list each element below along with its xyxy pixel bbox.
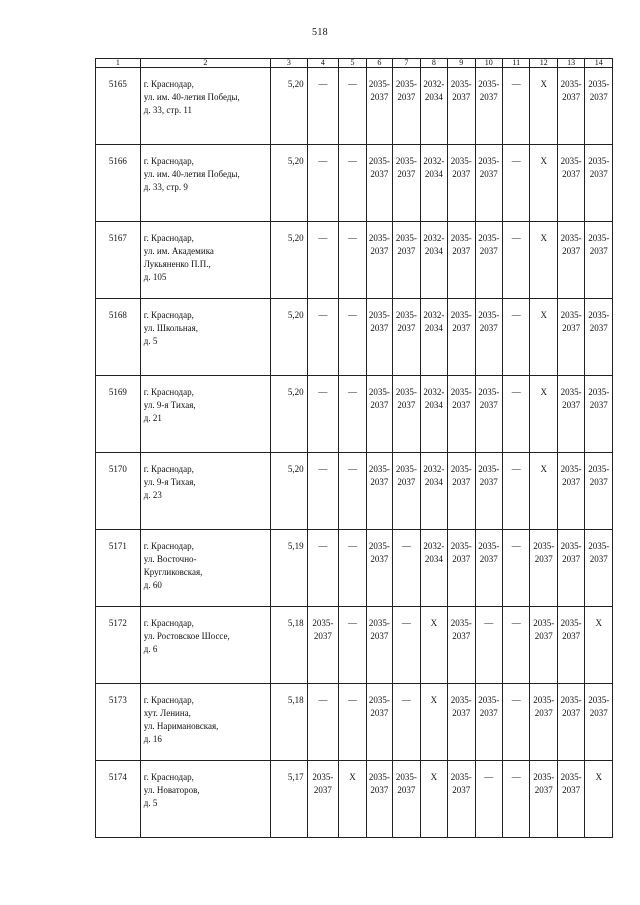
year-cell-col-10: 2035-2037 bbox=[475, 299, 502, 376]
year-cell-col-5: X bbox=[339, 761, 366, 838]
column-header-12: 12 bbox=[530, 59, 557, 68]
year-cell-col-8: X bbox=[420, 761, 447, 838]
year-cell-col-14: 2035-2037 bbox=[585, 530, 613, 607]
year-cell-col-9: 2035-2037 bbox=[448, 299, 475, 376]
year-cell-col-12: X bbox=[530, 453, 557, 530]
year-cell-col-14: X bbox=[585, 607, 613, 684]
table-row bbox=[96, 299, 613, 376]
year-cell-col-7: 2035-2037 bbox=[393, 222, 420, 299]
table-row bbox=[96, 607, 613, 684]
address-line: г. Краснодар, bbox=[143, 156, 194, 166]
address-line: г. Краснодар, bbox=[143, 772, 194, 782]
year-cell-col-9: 2035-2037 bbox=[448, 68, 475, 145]
address-line: д. 21 bbox=[143, 413, 162, 423]
year-cell-col-14: 2035-2037 bbox=[585, 68, 613, 145]
address-line: д. 6 bbox=[143, 644, 158, 654]
year-cell-col-7: 2035-2037 bbox=[393, 299, 420, 376]
address-line: д. 60 bbox=[143, 580, 162, 590]
year-cell-col-9: 2035-2037 bbox=[448, 376, 475, 453]
year-cell-col-10: 2035-2037 bbox=[475, 222, 502, 299]
year-cell-col-8: 2032-2034 bbox=[420, 299, 447, 376]
year-cell-col-8: 2032-2034 bbox=[420, 145, 447, 222]
value-cell: 5,19 bbox=[271, 530, 308, 607]
year-cell-col-12: X bbox=[530, 376, 557, 453]
row-number: 5168 bbox=[96, 299, 141, 376]
address-cell bbox=[140, 761, 270, 838]
address-line: ул. им. 40-летия Победы, bbox=[143, 169, 240, 179]
address-line: Лукьяненко П.П., bbox=[143, 259, 211, 269]
column-header-8: 8 bbox=[420, 59, 447, 68]
table-header bbox=[96, 59, 613, 68]
year-cell-col-10: 2035-2037 bbox=[475, 530, 502, 607]
year-cell-col-9: 2035-2037 bbox=[448, 684, 475, 761]
table-body bbox=[96, 68, 613, 838]
year-cell-col-6: 2035-2037 bbox=[366, 376, 392, 453]
address-line: г. Краснодар, bbox=[143, 233, 194, 243]
year-cell-col-9: 2035-2037 bbox=[448, 453, 475, 530]
value-cell: 5,20 bbox=[271, 376, 308, 453]
year-cell-col-12: 2035-2037 bbox=[530, 684, 557, 761]
year-cell-col-6: 2035-2037 bbox=[366, 453, 392, 530]
year-cell-col-4: — bbox=[307, 299, 339, 376]
address-cell bbox=[140, 68, 270, 145]
year-cell-col-5: — bbox=[339, 222, 366, 299]
year-cell-col-11: — bbox=[503, 607, 530, 684]
row-number: 5173 bbox=[96, 684, 141, 761]
year-cell-col-12: 2035-2037 bbox=[530, 530, 557, 607]
column-header-1: 1 bbox=[96, 59, 141, 68]
address-line: д. 5 bbox=[143, 336, 158, 346]
table-row bbox=[96, 68, 613, 145]
year-cell-col-10: 2035-2037 bbox=[475, 145, 502, 222]
value-cell: 5,18 bbox=[271, 607, 308, 684]
column-header-2: 2 bbox=[140, 59, 270, 68]
year-cell-col-13: 2035-2037 bbox=[557, 684, 584, 761]
year-cell-col-11: — bbox=[503, 761, 530, 838]
year-cell-col-12: X bbox=[530, 145, 557, 222]
address-line: д. 105 bbox=[143, 272, 167, 282]
address-cell bbox=[140, 684, 270, 761]
value-cell: 5,20 bbox=[271, 222, 308, 299]
address-cell bbox=[140, 299, 270, 376]
year-cell-col-5: — bbox=[339, 453, 366, 530]
column-header-6: 6 bbox=[366, 59, 392, 68]
year-cell-col-13: 2035-2037 bbox=[557, 761, 584, 838]
year-cell-col-4: 2035-2037 bbox=[307, 761, 339, 838]
year-cell-col-6: 2035-2037 bbox=[366, 530, 392, 607]
year-cell-col-10: — bbox=[475, 761, 502, 838]
year-cell-col-14: 2035-2037 bbox=[585, 376, 613, 453]
year-cell-col-14: 2035-2037 bbox=[585, 145, 613, 222]
year-cell-col-12: X bbox=[530, 68, 557, 145]
year-cell-col-12: X bbox=[530, 299, 557, 376]
address-cell bbox=[140, 145, 270, 222]
year-cell-col-4: — bbox=[307, 145, 339, 222]
value-cell: 5,17 bbox=[271, 761, 308, 838]
year-cell-col-9: 2035-2037 bbox=[448, 761, 475, 838]
value-cell: 5,20 bbox=[271, 68, 308, 145]
column-header-4: 4 bbox=[307, 59, 339, 68]
year-cell-col-12: 2035-2037 bbox=[530, 761, 557, 838]
year-cell-col-5: — bbox=[339, 376, 366, 453]
year-cell-col-13: 2035-2037 bbox=[557, 453, 584, 530]
year-cell-col-13: 2035-2037 bbox=[557, 68, 584, 145]
year-cell-col-13: 2035-2037 bbox=[557, 607, 584, 684]
year-cell-col-11: — bbox=[503, 68, 530, 145]
address-line: ул. Наримановская, bbox=[143, 721, 219, 731]
year-cell-col-4: 2035-2037 bbox=[307, 607, 339, 684]
year-cell-col-14: X bbox=[585, 761, 613, 838]
header-row bbox=[96, 59, 613, 68]
address-cell bbox=[140, 376, 270, 453]
year-cell-col-7: — bbox=[393, 684, 420, 761]
year-cell-col-6: 2035-2037 bbox=[366, 299, 392, 376]
year-cell-col-4: — bbox=[307, 222, 339, 299]
year-cell-col-7: 2035-2037 bbox=[393, 68, 420, 145]
address-line: д. 33, стр. 11 bbox=[143, 105, 193, 115]
year-cell-col-11: — bbox=[503, 530, 530, 607]
year-cell-col-13: 2035-2037 bbox=[557, 222, 584, 299]
year-cell-col-11: — bbox=[503, 222, 530, 299]
year-cell-col-12: X bbox=[530, 222, 557, 299]
table-row bbox=[96, 376, 613, 453]
column-header-11: 11 bbox=[503, 59, 530, 68]
column-header-3: 3 bbox=[271, 59, 308, 68]
row-number: 5170 bbox=[96, 453, 141, 530]
row-number: 5166 bbox=[96, 145, 141, 222]
address-line: ул. Ростовское Шоссе, bbox=[143, 631, 230, 641]
year-cell-col-10: 2035-2037 bbox=[475, 68, 502, 145]
row-number: 5167 bbox=[96, 222, 141, 299]
year-cell-col-9: 2035-2037 bbox=[448, 222, 475, 299]
year-cell-col-14: 2035-2037 bbox=[585, 453, 613, 530]
page-number: 518 bbox=[312, 27, 328, 38]
year-cell-col-11: — bbox=[503, 145, 530, 222]
year-cell-col-14: 2035-2037 bbox=[585, 299, 613, 376]
year-cell-col-5: — bbox=[339, 607, 366, 684]
row-number: 5171 bbox=[96, 530, 141, 607]
year-cell-col-13: 2035-2037 bbox=[557, 299, 584, 376]
address-cell bbox=[140, 607, 270, 684]
address-line: хут. Ленина, bbox=[143, 708, 191, 718]
year-cell-col-5: — bbox=[339, 68, 366, 145]
address-line: г. Краснодар, bbox=[143, 79, 194, 89]
year-cell-col-4: — bbox=[307, 68, 339, 145]
address-line: г. Краснодар, bbox=[143, 310, 194, 320]
year-cell-col-4: — bbox=[307, 376, 339, 453]
year-cell-col-5: — bbox=[339, 684, 366, 761]
row-number: 5174 bbox=[96, 761, 141, 838]
table-row bbox=[96, 684, 613, 761]
year-cell-col-4: — bbox=[307, 530, 339, 607]
column-header-14: 14 bbox=[585, 59, 613, 68]
year-cell-col-7: 2035-2037 bbox=[393, 145, 420, 222]
year-cell-col-14: 2035-2037 bbox=[585, 222, 613, 299]
year-cell-col-5: — bbox=[339, 299, 366, 376]
column-header-13: 13 bbox=[557, 59, 584, 68]
address-line: г. Краснодар, bbox=[143, 695, 194, 705]
address-line: г. Краснодар, bbox=[143, 618, 194, 628]
year-cell-col-14: 2035-2037 bbox=[585, 684, 613, 761]
year-cell-col-6: 2035-2037 bbox=[366, 68, 392, 145]
table-row bbox=[96, 453, 613, 530]
row-number: 5165 bbox=[96, 68, 141, 145]
address-line: ул. 9-я Тихая, bbox=[143, 400, 196, 410]
year-cell-col-5: — bbox=[339, 530, 366, 607]
year-cell-col-10: — bbox=[475, 607, 502, 684]
table-row bbox=[96, 530, 613, 607]
address-line: г. Краснодар, bbox=[143, 541, 194, 551]
year-cell-col-10: 2035-2037 bbox=[475, 684, 502, 761]
year-cell-col-6: 2035-2037 bbox=[366, 222, 392, 299]
year-cell-col-7: — bbox=[393, 530, 420, 607]
address-line: ул. 9-я Тихая, bbox=[143, 477, 196, 487]
address-line: ул. Новаторов, bbox=[143, 785, 200, 795]
year-cell-col-11: — bbox=[503, 376, 530, 453]
year-cell-col-7: 2035-2037 bbox=[393, 453, 420, 530]
year-cell-col-6: 2035-2037 bbox=[366, 761, 392, 838]
address-line: д. 16 bbox=[143, 734, 162, 744]
year-cell-col-8: 2032-2034 bbox=[420, 68, 447, 145]
year-cell-col-7: 2035-2037 bbox=[393, 761, 420, 838]
column-header-7: 7 bbox=[393, 59, 420, 68]
row-number: 5172 bbox=[96, 607, 141, 684]
address-line: г. Краснодар, bbox=[143, 464, 194, 474]
value-cell: 5,20 bbox=[271, 145, 308, 222]
row-number: 5169 bbox=[96, 376, 141, 453]
address-line: ул. Школьная, bbox=[143, 323, 199, 333]
address-line: ул. им. 40-летия Победы, bbox=[143, 92, 240, 102]
value-cell: 5,18 bbox=[271, 684, 308, 761]
year-cell-col-8: 2032-2034 bbox=[420, 222, 447, 299]
year-cell-col-8: X bbox=[420, 684, 447, 761]
year-cell-col-10: 2035-2037 bbox=[475, 453, 502, 530]
year-cell-col-8: 2032-2034 bbox=[420, 376, 447, 453]
year-cell-col-8: 2032-2034 bbox=[420, 453, 447, 530]
address-line: д. 23 bbox=[143, 490, 162, 500]
year-cell-col-4: — bbox=[307, 684, 339, 761]
column-header-10: 10 bbox=[475, 59, 502, 68]
year-cell-col-9: 2035-2037 bbox=[448, 145, 475, 222]
year-cell-col-13: 2035-2037 bbox=[557, 376, 584, 453]
address-cell bbox=[140, 530, 270, 607]
year-cell-col-11: — bbox=[503, 453, 530, 530]
year-cell-col-11: — bbox=[503, 299, 530, 376]
year-cell-col-8: 2032-2034 bbox=[420, 530, 447, 607]
year-cell-col-7: 2035-2037 bbox=[393, 376, 420, 453]
address-line: д. 5 bbox=[143, 798, 158, 808]
address-line: Кругликовская, bbox=[143, 567, 203, 577]
year-cell-col-13: 2035-2037 bbox=[557, 530, 584, 607]
value-cell: 5,20 bbox=[271, 453, 308, 530]
table-row bbox=[96, 145, 613, 222]
year-cell-col-13: 2035-2037 bbox=[557, 145, 584, 222]
address-cell bbox=[140, 222, 270, 299]
address-line: ул. Восточно- bbox=[143, 554, 197, 564]
year-cell-col-9: 2035-2037 bbox=[448, 607, 475, 684]
table-row bbox=[96, 222, 613, 299]
address-cell bbox=[140, 453, 270, 530]
year-cell-col-6: 2035-2037 bbox=[366, 145, 392, 222]
year-cell-col-7: — bbox=[393, 607, 420, 684]
register-table bbox=[95, 58, 613, 838]
year-cell-col-5: — bbox=[339, 145, 366, 222]
value-cell: 5,20 bbox=[271, 299, 308, 376]
year-cell-col-10: 2035-2037 bbox=[475, 376, 502, 453]
address-line: ул. им. Академика bbox=[143, 246, 214, 256]
column-header-9: 9 bbox=[448, 59, 475, 68]
year-cell-col-8: X bbox=[420, 607, 447, 684]
year-cell-col-12: 2035-2037 bbox=[530, 607, 557, 684]
year-cell-col-6: 2035-2037 bbox=[366, 684, 392, 761]
year-cell-col-9: 2035-2037 bbox=[448, 530, 475, 607]
address-line: г. Краснодар, bbox=[143, 387, 194, 397]
address-line: д. 33, стр. 9 bbox=[143, 182, 188, 192]
year-cell-col-4: — bbox=[307, 453, 339, 530]
column-header-5: 5 bbox=[339, 59, 366, 68]
year-cell-col-6: 2035-2037 bbox=[366, 607, 392, 684]
year-cell-col-11: — bbox=[503, 684, 530, 761]
table-row bbox=[96, 761, 613, 838]
